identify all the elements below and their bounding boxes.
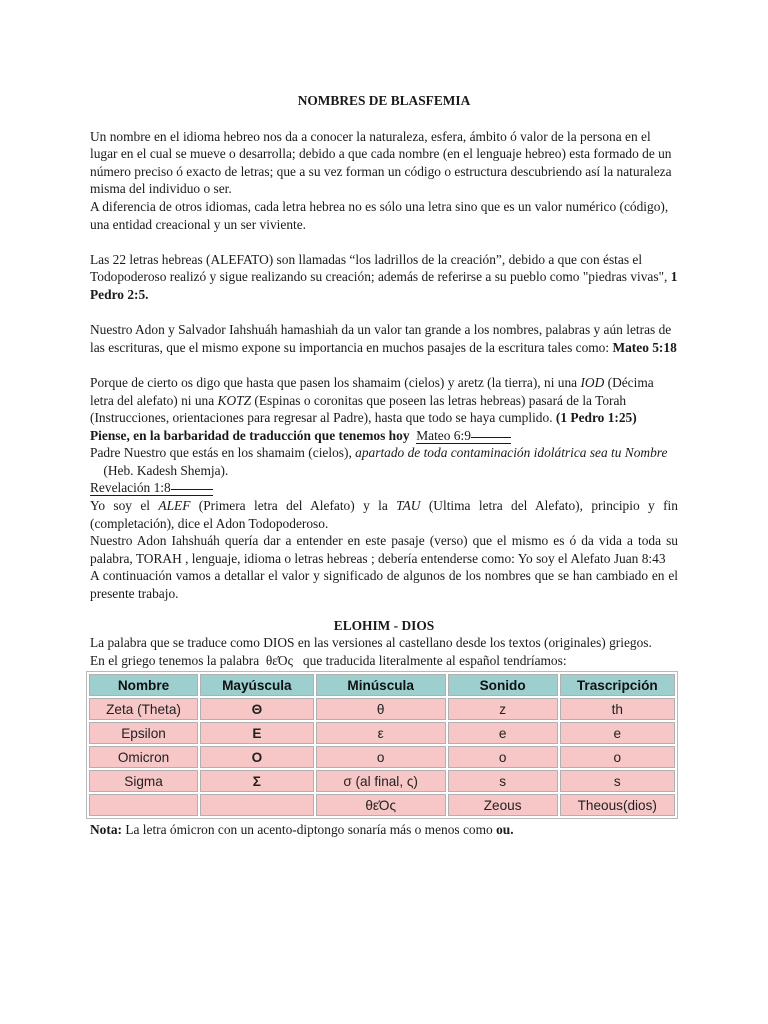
document-title: NOMBRES DE BLASFEMIA	[297, 93, 471, 108]
text-segment: Yo soy el	[90, 498, 159, 514]
table-row	[89, 698, 675, 720]
table-cell: Σ	[200, 770, 314, 792]
section-title-elohim: ELOHIM - DIOS	[333, 617, 435, 633]
note-end: ou.	[496, 822, 514, 838]
text-segment: Padre Nuestro que estás en los shamaim (cielos),	[90, 445, 356, 461]
column-header-sonido: Sonido	[448, 674, 558, 696]
column-header-nombre: Nombre	[89, 674, 198, 696]
table-cell: s	[560, 770, 675, 792]
table-header-row	[89, 674, 675, 696]
table-cell: E	[200, 722, 314, 744]
table-cell: Omicron	[89, 746, 198, 768]
paragraph-letters-value: A diferencia de otros idiomas, cada letra hebrea no es sólo una letra sino que es un valor numérico (código), una entidad creacional y un ser viviente.	[90, 198, 669, 232]
column-header-minuscula: Minúscula	[316, 674, 446, 696]
table-cell	[200, 794, 314, 816]
table-cell: θ	[316, 698, 446, 720]
scripture-ref-label: Revelación 1:8	[90, 480, 171, 496]
table-cell: o	[448, 746, 558, 768]
scripture-ref-1pedro-2-5: 1 Pedro 2:5.	[90, 269, 678, 302]
term-tau: TAU	[396, 498, 421, 514]
text-segment: (Ultima letra del Alefato), principio y fin (completación), dice el Adon Todopoderoso.	[90, 498, 678, 531]
paragraph-alef-tau	[90, 497, 678, 532]
table-cell: ε	[316, 722, 446, 744]
paragraph-continuacion: A continuación vamos a detallar el valor y significado de algunos de los nombres que se han cambiado en el presente trabajo.	[90, 568, 678, 602]
paragraph-adon	[90, 321, 678, 356]
text-segment: (Primera letra del Alefato) y la	[190, 498, 397, 514]
table-cell: Zeta (Theta)	[89, 698, 198, 720]
text-segment: (Espinas o coronitas que poseen las letras hebreas) pasará de la Torah (Instrucciones, orientaciones para regresar al Padre), hasta que todo se haya cumplido.	[90, 392, 627, 426]
greek-letters-table	[86, 671, 678, 819]
table-cell: Theous(dios)	[560, 794, 675, 816]
paragraph-intro: Un nombre en el idioma hebreo nos da a conocer la naturaleza, esfera, ámbito ó valor de la persona en el lugar en el cual se mueve o desarrolla; debido a que cada nombre (en el lenguaje hebreo) esta formado de un número preciso ó exacto de letras; que a su vez forman un código o estructura descubriendo así la naturaleza misma del individuo o ser.	[90, 128, 672, 197]
paragraph-revelacion-ref	[90, 479, 678, 497]
table-cell: O	[200, 746, 314, 768]
text-segment: Porque de cierto os digo que hasta que pasen los shamaim (cielos) y aretz (la tierra), ni una	[90, 374, 581, 390]
paragraph-padre-nuestro	[90, 444, 678, 479]
table-cell: o	[316, 746, 446, 768]
text-segment: En el griego tenemos la palabra	[90, 652, 266, 668]
table-cell: o	[560, 746, 675, 768]
scripture-ref-mateo-5-18: Mateo 5:18	[612, 339, 677, 355]
table-cell: th	[560, 698, 675, 720]
table-cell: σ (al final, ς)	[316, 770, 446, 792]
table-cell: z	[448, 698, 558, 720]
scripture-ref-revelacion-1-8	[90, 481, 213, 496]
statement-barbaridad: Piense, en la barbaridad de traducción que tenemos hoy	[90, 427, 410, 443]
paragraph-iod-kotz	[90, 374, 678, 427]
italic-phrase: apartado de toda contaminación idolátrica sea tu Nombre	[355, 445, 668, 461]
table-cell	[89, 794, 198, 816]
table-cell: e	[560, 722, 675, 744]
column-header-mayuscula: Mayúscula	[200, 674, 314, 696]
scripture-ref-mateo-6-9	[416, 429, 511, 444]
table-cell: θεΌς	[316, 794, 446, 816]
table-cell: e	[448, 722, 558, 744]
paragraph-torah: Nuestro Adon Iahshuáh quería dar a entender en este pasaje (verso) que el mismo es ó da vida a toda su palabra, TORAH , lenguaje, idioma o letras hebreas ; debería entenderse como: Yo soy el Alefato Juan 8:43	[90, 533, 678, 566]
paragraph-alefato-text: Las 22 letras hebreas (ALEFATO) son llamadas “los ladrillos de la creación”, debido a que con éstas el Todopoderoso realizó y sigue realizando su creación; además de referirse a su pueblo como "piedras vivas",	[90, 251, 671, 285]
note-paragraph	[90, 821, 678, 839]
note-text: La letra ómicron con un acento-diptongo sonaría más o menos como	[121, 822, 497, 838]
document-page	[90, 92, 678, 839]
paragraph-alefato	[90, 251, 678, 304]
text-segment: (Heb. Kadesh Shemja).	[90, 462, 229, 478]
term-kotz: KOTZ	[217, 392, 252, 408]
text-segment: que traducida literalmente al español tendríamos:	[292, 652, 567, 668]
underline-blank	[471, 437, 511, 438]
table-cell: Epsilon	[89, 722, 198, 744]
underline-blank	[171, 489, 213, 490]
paragraph-dios-translation: La palabra que se traduce como DIOS en las versiones al castellano desde los textos (originales) griegos.	[90, 635, 652, 651]
text-segment: (Décima letra del alefato) ni una	[90, 374, 654, 408]
paragraph-adon-text: Nuestro Adon y Salvador Iahshuáh hamashiah da un valor tan grande a los nombres, palabras y aún letras de las escrituras, que el mismo expone su importancia en muchos pasajes de la escritura tales como:	[90, 322, 672, 355]
note-label: Nota:	[90, 822, 122, 838]
table-row	[89, 794, 675, 816]
greek-word: θεΌς	[265, 652, 293, 668]
table-cell: Θ	[200, 698, 314, 720]
column-header-trascripcion: Trascripción	[560, 674, 675, 696]
term-alef: ALEF	[158, 498, 191, 514]
paragraph-barbaridad	[90, 427, 678, 445]
scripture-ref-1pedro-1-25: (1 Pedro 1:25)	[555, 410, 637, 426]
table-row	[89, 746, 675, 768]
table-cell: Sigma	[89, 770, 198, 792]
table-cell: s	[448, 770, 558, 792]
scripture-ref-label: Mateo 6:9	[416, 427, 471, 443]
paragraph-griego	[90, 652, 678, 670]
term-iod: IOD	[580, 374, 605, 390]
table-cell: Zeous	[448, 794, 558, 816]
table-row	[89, 722, 675, 744]
table-row	[89, 770, 675, 792]
